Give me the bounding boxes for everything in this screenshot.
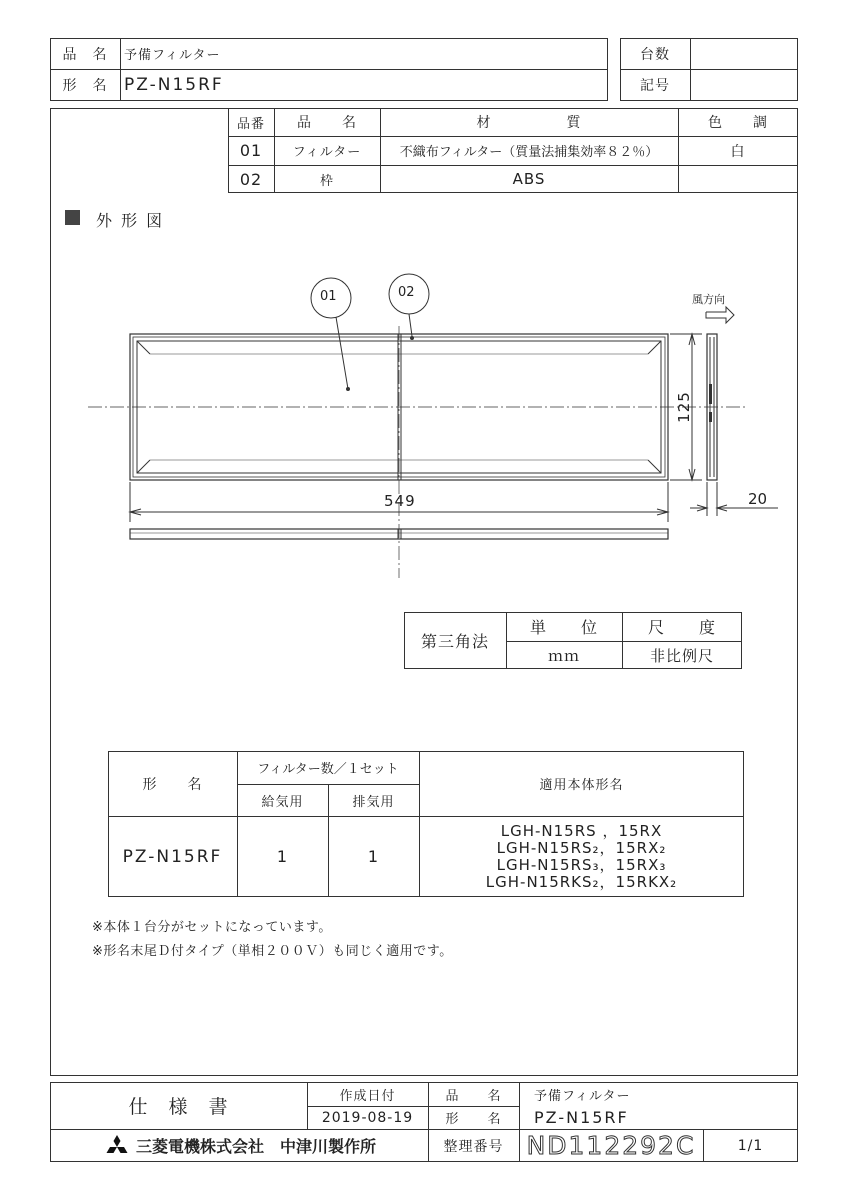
- company-row: [50, 1129, 428, 1162]
- company-name: 三菱電機株式会社 中津川製作所: [135, 1137, 376, 1156]
- parts-row-material: 不織布フィルター（質量法捕集効率８２％）: [399, 145, 659, 160]
- scale-scale-label: 尺 度: [647, 618, 716, 637]
- model-row-exhaust: 1: [367, 847, 380, 866]
- note-1: ※本体１台分がセットになっています。: [92, 920, 332, 935]
- parts-row-color: 白: [730, 143, 746, 160]
- footer-hinmei-value: 予備フィルター: [534, 1088, 631, 1104]
- model-row-model: PZ-N15RF: [122, 846, 223, 867]
- page-number: 1/1: [737, 1137, 764, 1154]
- model-header-exhaust: 排気用: [352, 794, 395, 810]
- dim-depth: 20: [748, 490, 768, 508]
- callout-01: 01: [320, 289, 337, 304]
- parts-row-material: ABS: [512, 170, 546, 188]
- applicable-model: LGH-N15RKS₂，15RKX₂: [485, 872, 678, 891]
- model-header-supply: 給気用: [261, 794, 304, 810]
- model-header-model: 形 名: [142, 776, 203, 793]
- katamei-label: 形 名: [62, 78, 108, 94]
- scale-unit-value: ｍｍ: [547, 646, 580, 665]
- model-row-applicable: [419, 816, 744, 897]
- doc-type: 仕 様 書: [128, 1096, 229, 1118]
- parts-header-name: 品 名: [297, 115, 357, 131]
- parts-header-material: 材 質: [476, 115, 582, 131]
- parts-row-name: 枠: [319, 173, 334, 189]
- scale-method: 第三角法: [420, 632, 489, 651]
- footer-date-value: 2019-08-19: [321, 1109, 414, 1126]
- parts-row-no: 01: [239, 141, 263, 160]
- kigo-label: 記号: [640, 78, 670, 94]
- dim-height: 125: [674, 391, 693, 423]
- parts-header-no: 品番: [236, 116, 265, 132]
- scale-scale-value: 非比例尺: [649, 646, 714, 665]
- daisu-label: 台数: [640, 46, 670, 63]
- applicable-model: LGH-N15RS₃，15RX₃: [496, 855, 667, 874]
- katamei-value: PZ-N15RF: [124, 75, 224, 95]
- scale-unit-label: 単 位: [529, 618, 598, 637]
- parts-row-no: 02: [239, 169, 263, 189]
- dim-width: 549: [384, 492, 416, 510]
- airflow-label: 風方向: [692, 293, 725, 306]
- model-header-filters: フィルター数／１セット: [257, 762, 399, 777]
- footer-hinmei-label: 品 名: [445, 1088, 502, 1104]
- applicable-model: LGH-N15RS₂，15RX₂: [496, 838, 667, 857]
- footer-katamei-label: 形 名: [445, 1112, 502, 1127]
- model-row-supply: 1: [276, 847, 289, 866]
- mitsubishi-logo-icon: [102, 1135, 132, 1157]
- footer-date-label: 作成日付: [339, 1088, 396, 1104]
- seiri-label: 整理番号: [443, 1138, 504, 1155]
- model-header-applicable: 適用本体形名: [539, 778, 624, 793]
- applicable-model: LGH-N15RS ，15RX: [500, 821, 663, 840]
- section-title: 外 形 図: [96, 211, 165, 230]
- parts-row-name: フィルター: [292, 145, 362, 160]
- footer-katamei-value: PZ-N15RF: [534, 1108, 629, 1127]
- note-2: ※形名末尾Ｄ付タイプ（単相２００Ｖ）も同じく適用です。: [92, 944, 453, 959]
- hinmei-label: 品 名: [62, 46, 108, 63]
- hinmei-value: 予備フィルター: [124, 48, 221, 63]
- seiri-value: ND112292C: [526, 1131, 696, 1160]
- callout-02: 02: [398, 285, 415, 300]
- parts-header-color: 色 調: [708, 115, 768, 131]
